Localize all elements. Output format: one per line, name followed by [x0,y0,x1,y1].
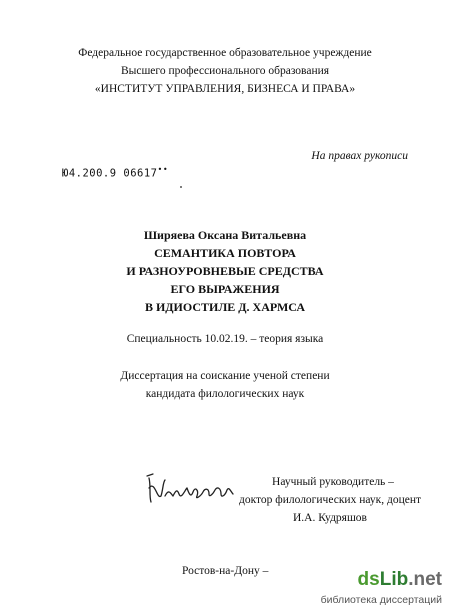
supervisor-role: Научный руководитель – [272,476,394,488]
title-line-1: СЕМАНТИКА ПОВТОРА [154,246,296,260]
degree-line-1: Диссертация на соискание ученой степени [120,370,330,382]
title-line-2: И РАЗНОУРОВНЕВЫЕ СРЕДСТВА [126,264,324,278]
place-of-publication: Ростов-на-Дону – [182,565,269,577]
dslib-tagline: библиотека диссертаций [320,594,442,606]
stamp-number: Ю4.200.9 06617•• [62,165,169,180]
specialty: Специальность 10.02.19. – теория языка [126,333,324,345]
degree-line-2: кандидата филологических наук [145,388,305,400]
dslib-watermark [298,569,446,611]
title-line-4: В ИДИОСТИЛЕ Д. ХАРМСА [144,300,306,314]
author-name: Ширяева Оксана Витальевна [143,228,307,242]
dslib-logo: dsLib.net [357,569,442,590]
speck [180,186,182,188]
institution-line-1: Федеральное государственное образовательное учреждение [78,47,372,59]
institution-line-2: Высшего профессионального образования [120,65,330,77]
institution-name: «ИНСТИТУТ УПРАВЛЕНИЯ, БИЗНЕСА И ПРАВА» [94,83,356,95]
handwritten-signature [143,470,238,510]
title-line-3: ЕГО ВЫРАЖЕНИЯ [170,282,280,296]
manuscript-note: На правах рукописи [311,150,408,162]
supervisor-name: И.А. Кудряшов [293,512,367,524]
supervisor-title: доктор филологических наук, доцент [238,494,422,506]
